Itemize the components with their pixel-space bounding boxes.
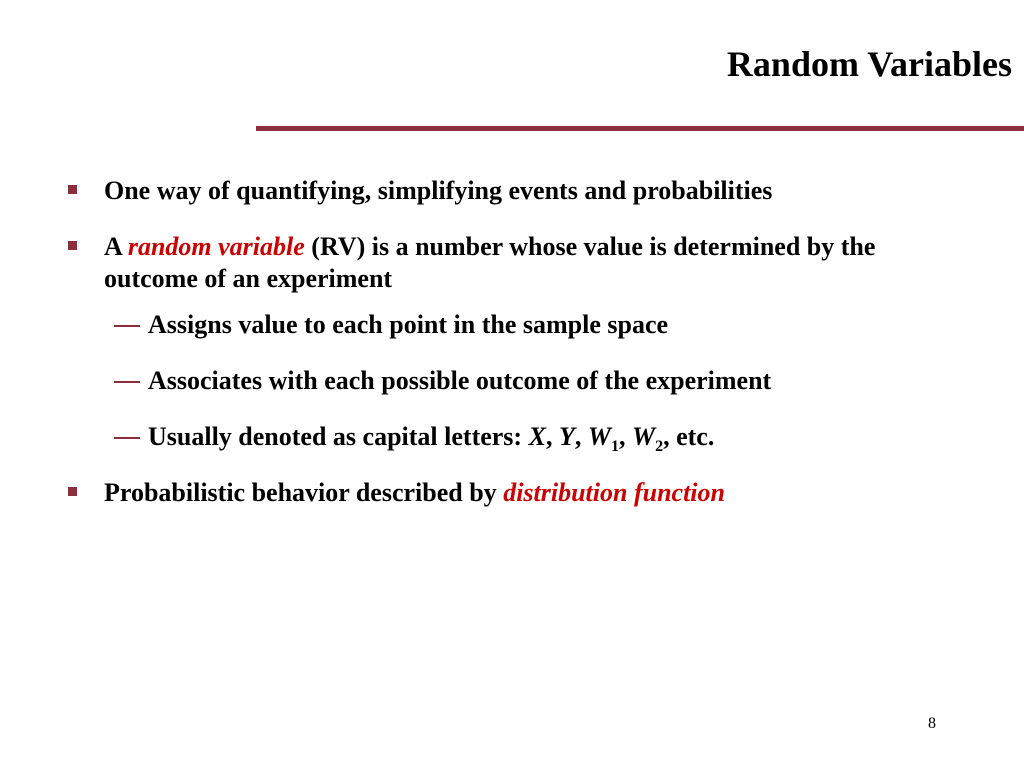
square-bullet-icon [68,185,77,194]
separator: , [574,422,588,451]
bullet-text: One way of quantifying, simplifying events and probabilities [104,176,773,205]
bullet-text-prefix: Probabilistic behavior described by [104,478,504,507]
subscript-1: 1 [610,438,619,456]
page-number: 8 [928,715,936,732]
sub-bullet-text: Assigns value to each point in the sample space [148,310,669,339]
sub-bullet-item-notation [66,421,966,456]
bullet-text-prefix: A [104,232,128,261]
bullet-item-quantifying [66,175,966,207]
separator: , [618,422,632,451]
bullet-text-suffix: (RV) is a number whose value is determined by the outcome of an experiment [104,232,876,293]
square-bullet-icon [68,241,77,250]
sub-bullet-item-associates [66,365,966,397]
bullet-item-distribution [66,477,966,509]
variable-w2: W [631,422,656,451]
sub-bullet-item-assigns [66,309,966,341]
dash-bullet-icon [114,381,140,383]
variable-w1: W [587,422,611,451]
sub-bullet-list [66,309,966,456]
variable-y: Y [558,422,575,451]
title-divider [256,126,1024,131]
variable-x: X [528,422,546,451]
subscript-2: 2 [655,438,664,456]
square-bullet-icon [68,487,77,496]
bullet-item-random-variable [66,231,966,295]
sub-bullet-text: Associates with each possible outcome of the experiment [148,366,772,395]
sub-bullet-text-suffix: , etc. [663,422,715,451]
slide-title: Random Variables [726,44,1012,84]
bullet-list [66,175,966,533]
dash-bullet-icon [114,437,140,439]
sub-bullet-text-prefix: Usually denoted as capital letters: [148,422,529,451]
highlight-term-distribution-function: distribution function [503,478,725,507]
dash-bullet-icon [114,325,140,327]
highlight-term-random-variable: random variable [127,232,305,261]
separator: , [545,422,559,451]
